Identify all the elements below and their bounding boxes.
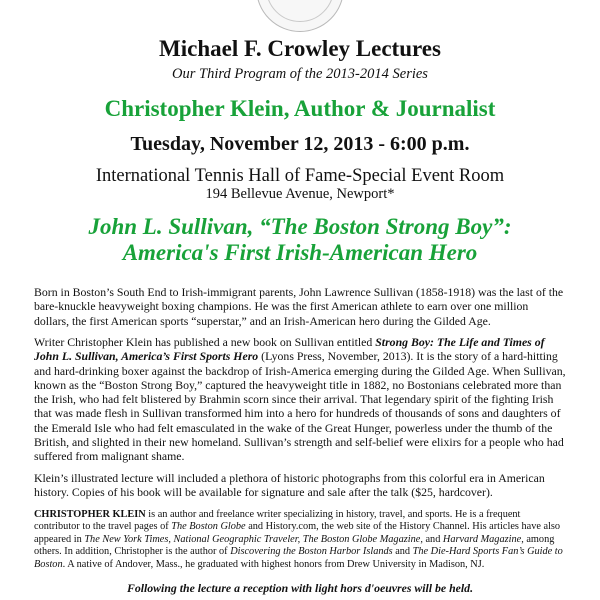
series-title: Michael F. Crowley Lectures — [159, 36, 441, 61]
venue: International Tennis Hall of Fame-Special Event Room — [95, 166, 505, 186]
lecture-title-line-2: America's First Irish-American Hero — [122, 240, 478, 265]
book-paragraph-intro: Writer Christopher Klein has published a new book on Sullivan entitled — [34, 335, 376, 349]
bio-text: . A native of Andover, Mass., he graduated with highest honors from Drew University in Madison, NJ. — [62, 558, 485, 570]
bio-publication: The New York Times, National Geographic Traveler, The Boston Globe Magazine — [84, 533, 421, 545]
bio-publication: The Boston Globe — [171, 521, 246, 533]
intro-paragraph: Born in Boston’s South End to Irish-immigrant parents, John Lawrence Sullivan (1858-1918) was the last of the bare-knuckle heavyweight boxing champions. He was the first American athlete to earn over one million dollars, the first American sports “superstar,” and an Irish-American hero during the Gilded Age. — [34, 285, 564, 328]
book-paragraph-rest: (Lyons Press, November, 2013). It is the story of a hard-hitting and hard-drinking boxer against the backdrop of Irish-America emerging during the Gilded Age. When Sullivan, known as the “Boston Strong Boy,” captured the heavyweight title in 1882, no Bostonians celebrated more than the Irish, who had felt blistered by Brahmin scorn since their arrival. That legendary spirit of the fighting Irish that was made flesh in Sullivan transformed him into a hero for hundreds of thousands of sons and daughters of the Emerald Isle who had felt emasculated in the wake of the Great Hunger, powerless under the thumb of the British, and slighted in their new homeland. Sullivan’s strength and self-belief were elixirs for a people who had suffered from malignant shame. — [34, 349, 566, 464]
lecture-title-line-1: John L. Sullivan, “The Boston Strong Boy”: — [88, 214, 512, 239]
bio-text: , among others. In addition, Christopher is the author of — [34, 533, 555, 558]
speaker-name: Christopher Klein, Author & Journalist — [104, 96, 496, 121]
bio-name: CHRISTOPHER KLEIN — [34, 509, 146, 520]
book-title: Strong Boy: The Life and Times of John L. Sullivan, America’s First Sports Hero — [34, 335, 545, 364]
venue-address: 194 Bellevue Avenue, Newport* — [205, 186, 395, 202]
bio-publication: Harvard Magazine — [442, 533, 522, 545]
bio-text: and — [392, 546, 413, 558]
event-date-time: Tuesday, November 12, 2013 - 6:00 p.m. — [130, 133, 470, 155]
lecture-title — [0, 214, 600, 266]
bio-text: , and — [420, 533, 443, 545]
reception-note: Following the lecture a reception with light hors d'oeuvres will be held. — [126, 581, 474, 595]
bio-book-title: Discovering the Boston Harbor Islands — [230, 546, 393, 558]
series-subtitle: Our Third Program of the 2013-2014 Series — [172, 66, 428, 82]
society-seal-logo — [256, 0, 344, 32]
author-bio — [34, 509, 566, 571]
bio-text: is an author and freelance writer specializing in history, travel, and sports. He is a frequent contributor to the travel pages of — [34, 509, 521, 533]
bio-text: and History.com, the web site of the History Channel. His articles have also appeared in — [34, 521, 561, 545]
bio-book-title: The Die-Hard Sports Fan’s Guide to Boston — [34, 546, 563, 570]
book-paragraph — [34, 335, 566, 464]
lecture-paragraph: Klein’s illustrated lecture will included a plethora of historic photographs from this colorful era in American history. Copies of his book will be available for signature and sale after the talk ($25, hardcover). — [34, 471, 545, 500]
